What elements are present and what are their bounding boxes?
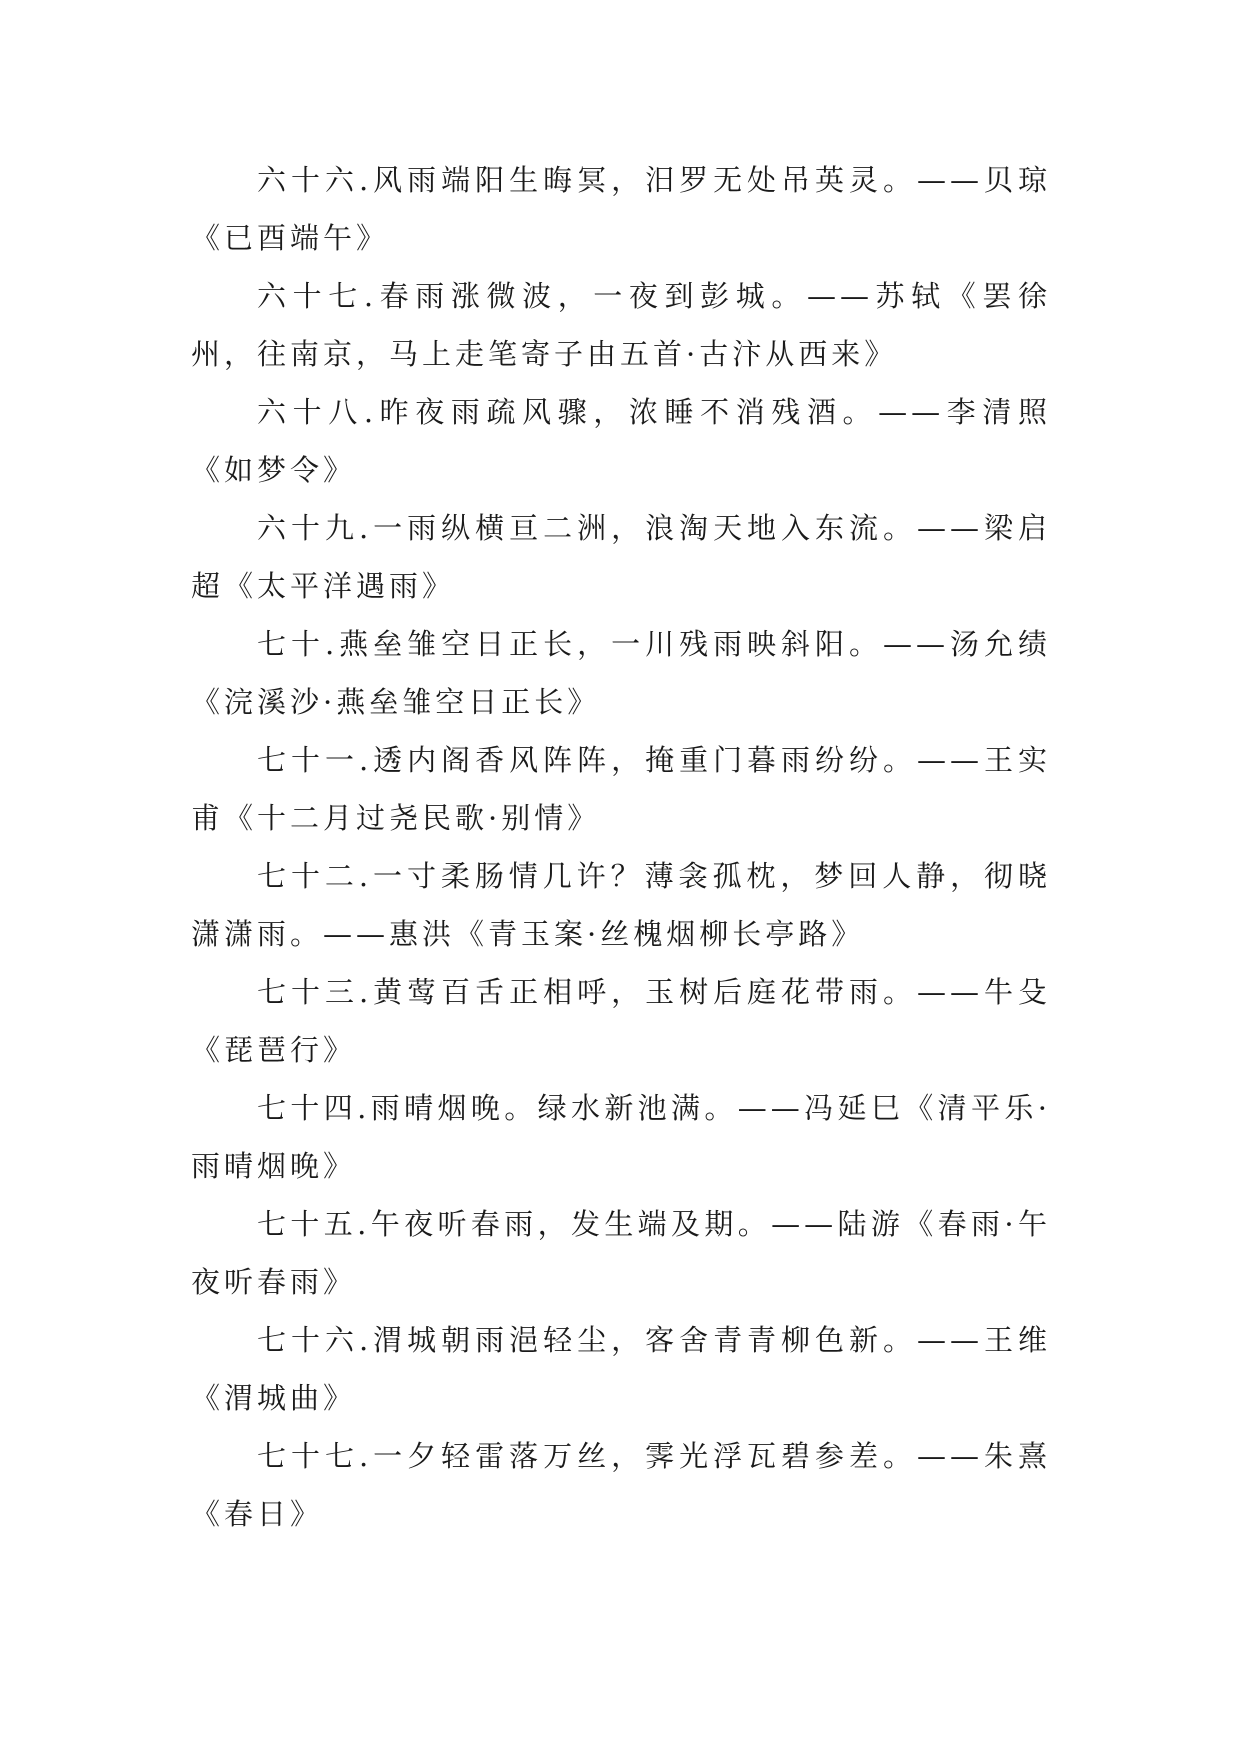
poem-entry-72: 七十二.一寸柔肠情几许？薄衾孤枕，梦回人静，彻晓潇潇雨。——惠洪《青玉案·丝槐烟柳长亭路》 [191,859,1051,951]
poem-entry-76: 七十六.渭城朝雨浥轻尘，客舍青青柳色新。——王维《渭城曲》 [191,1323,1051,1415]
poem-list [191,151,1051,1543]
poem-entry-70: 七十.燕垒雏空日正长，一川残雨映斜阳。——汤允绩《浣溪沙·燕垒雏空日正长》 [191,627,1051,719]
poem-entry-74: 七十四.雨晴烟晚。绿水新池满。——冯延巳《清平乐·雨晴烟晚》 [191,1091,1051,1183]
poem-entry-69: 六十九.一雨纵横亘二洲，浪淘天地入东流。——梁启超《太平洋遇雨》 [191,511,1051,603]
poem-entry-75: 七十五.午夜听春雨，发生端及期。——陆游《春雨·午夜听春雨》 [191,1207,1051,1299]
poem-entry-66: 六十六.风雨端阳生晦冥，汨罗无处吊英灵。——贝琼《已酉端午》 [191,163,1051,255]
poem-entry-68: 六十八.昨夜雨疏风骤，浓睡不消残酒。——李清照《如梦令》 [191,395,1051,487]
poem-entry-77: 七十七.一夕轻雷落万丝，霁光浮瓦碧参差。——朱熹《春日》 [191,1439,1051,1531]
poem-entry-71: 七十一.透内阁香风阵阵，掩重门暮雨纷纷。——王实甫《十二月过尧民歌·别情》 [191,743,1051,835]
poem-entry-67: 六十七.春雨涨微波，一夜到彭城。——苏轼《罢徐州，往南京，马上走笔寄子由五首·古汴从西来》 [191,279,1051,371]
poem-entry-73: 七十三.黄莺百舌正相呼，玉树后庭花带雨。——牛殳《琵琶行》 [191,975,1051,1067]
